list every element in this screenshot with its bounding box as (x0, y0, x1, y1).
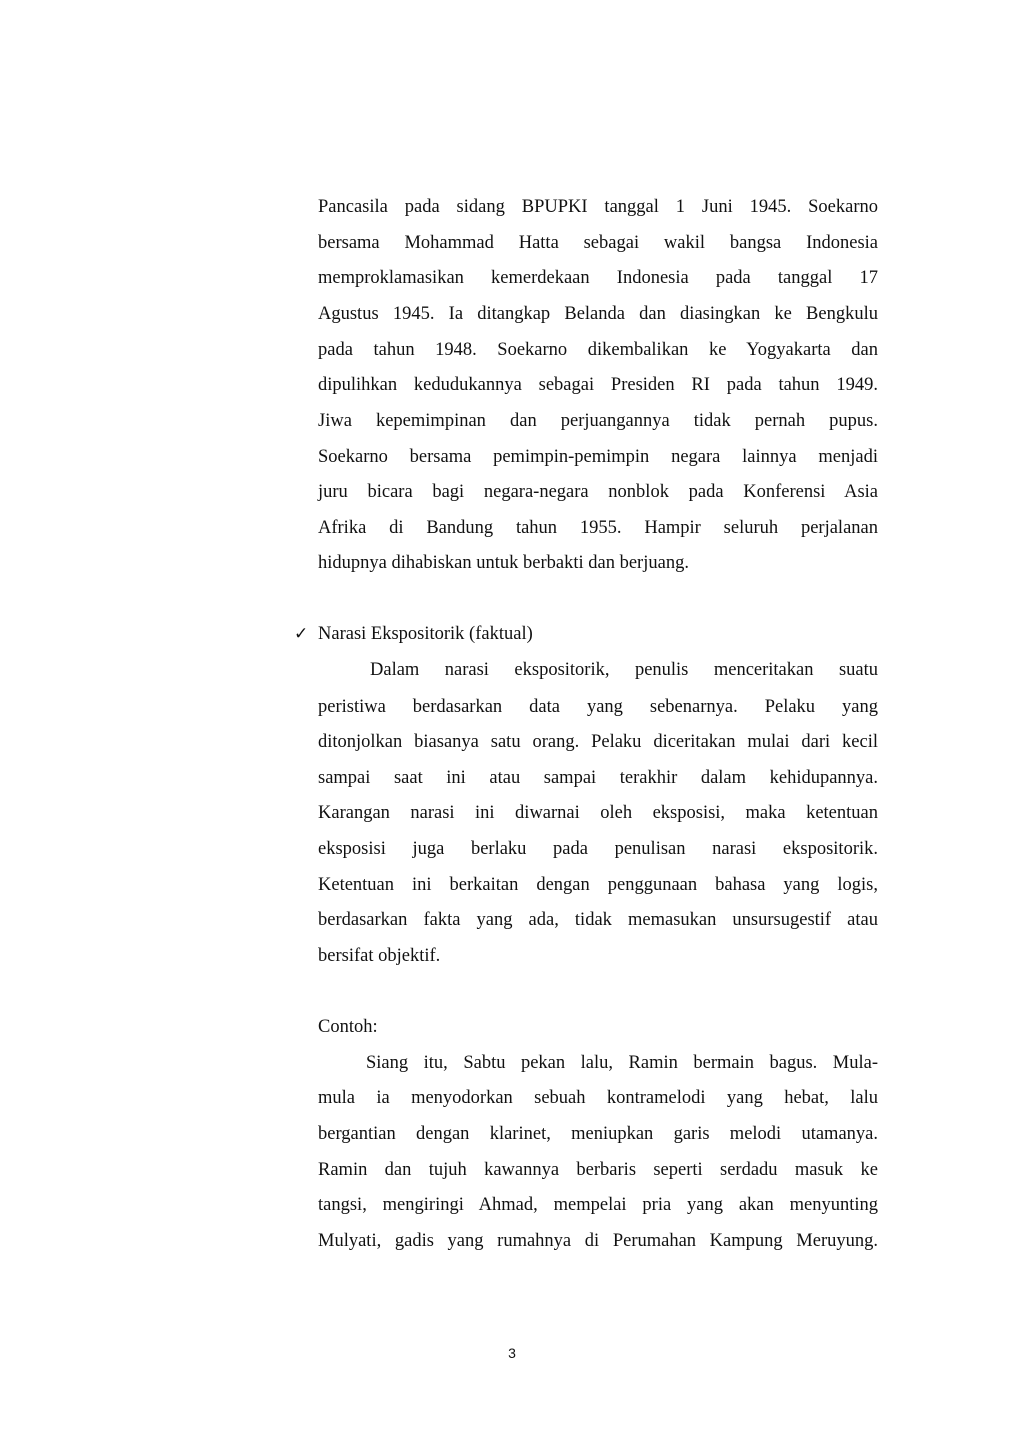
paragraph-line: Afrika di Bandung tahun 1955. Hampir seluruh perjalanan (318, 518, 878, 538)
example-label: Contoh: (318, 1017, 378, 1037)
paragraph-line: Karangan narasi ini diwarnai oleh eksposisi, maka ketentuan (318, 803, 878, 823)
paragraph-line: berdasarkan fakta yang ada, tidak memasukan unsursugestif atau (318, 910, 878, 930)
page-number: 3 (508, 1345, 516, 1361)
paragraph-line: bergantian dengan klarinet, meniupkan garis melodi utamanya. (318, 1124, 878, 1144)
paragraph-line: ditonjolkan biasanya satu orang. Pelaku diceritakan mulai dari kecil (318, 732, 878, 752)
paragraph-line: Jiwa kepemimpinan dan perjuangannya tidak pernah pupus. (318, 411, 878, 431)
paragraph-line: sampai saat ini atau sampai terakhir dalam kehidupannya. (318, 768, 878, 788)
paragraph-line: tangsi, mengiringi Ahmad, mempelai pria yang akan menyunting (318, 1195, 878, 1215)
paragraph-line: eksposisi juga berlaku pada penulisan narasi ekspositorik. (318, 839, 878, 859)
paragraph-line: Ketentuan ini berkaitan dengan penggunaan bahasa yang logis, (318, 875, 878, 895)
paragraph-line: mula ia menyodorkan sebuah kontramelodi yang hebat, lalu (318, 1088, 878, 1108)
paragraph-line: Agustus 1945. Ia ditangkap Belanda dan diasingkan ke Bengkulu (318, 304, 878, 324)
section-heading-text: Narasi Ekspositorik (faktual) (318, 624, 533, 644)
paragraph-line: juru bicara bagi negara-negara nonblok pada Konferensi Asia (318, 482, 878, 502)
paragraph-line: Soekarno bersama pemimpin-pemimpin negara lainnya menjadi (318, 447, 878, 467)
paragraph-line: dipulihkan kedudukannya sebagai Presiden RI pada tahun 1949. (318, 375, 878, 395)
paragraph-line: Dalam narasi ekspositorik, penulis menceritakan suatu (370, 660, 878, 680)
paragraph-line: bersifat objektif. (318, 946, 441, 966)
checkmark-icon: ✓ (294, 624, 309, 644)
paragraph-line: Pancasila pada sidang BPUPKI tanggal 1 Juni 1945. Soekarno (318, 197, 878, 217)
paragraph-line: Ramin dan tujuh kawannya berbaris seperti serdadu masuk ke (318, 1160, 878, 1180)
paragraph-line: memproklamasikan kemerdekaan Indonesia pada tanggal 17 (318, 268, 878, 288)
section-heading (294, 623, 533, 645)
paragraph-line: Siang itu, Sabtu pekan lalu, Ramin bermain bagus. Mula- (366, 1053, 878, 1073)
paragraph-line: Mulyati, gadis yang rumahnya di Perumahan Kampung Meruyung. (318, 1231, 878, 1251)
paragraph-line: peristiwa berdasarkan data yang sebenarnya. Pelaku yang (318, 697, 878, 717)
paragraph-line: bersama Mohammad Hatta sebagai wakil bangsa Indonesia (318, 233, 878, 253)
paragraph-line: hidupnya dihabiskan untuk berbakti dan berjuang. (318, 553, 689, 573)
paragraph-line: pada tahun 1948. Soekarno dikembalikan ke Yogyakarta dan (318, 340, 878, 360)
